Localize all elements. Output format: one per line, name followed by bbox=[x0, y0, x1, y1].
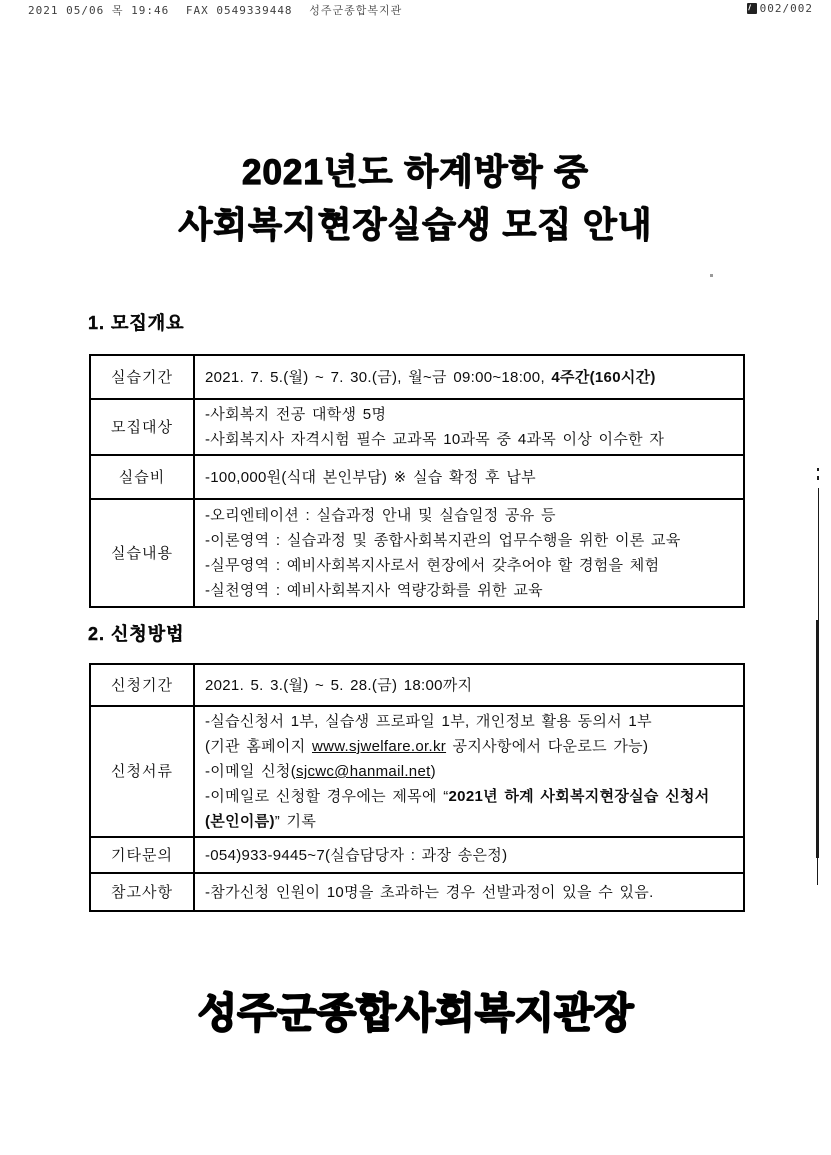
fax-page-counter: 002/002 bbox=[759, 2, 813, 15]
email-text-post: ) bbox=[430, 763, 436, 780]
email-subject-name-bold: (본인이름) bbox=[205, 813, 275, 830]
scan-artifact-speck bbox=[710, 274, 713, 277]
email-text: -이메일 신청( bbox=[205, 763, 297, 780]
row-value: -참가신청 인원이 10명을 초과하는 경우 선발과정이 있을 수 있음. bbox=[194, 873, 744, 911]
table-row bbox=[90, 455, 744, 499]
documents-line3 bbox=[205, 759, 733, 784]
scan-artifact-line bbox=[816, 620, 819, 858]
fax-sender-name: 성주군종합복지관 bbox=[309, 4, 403, 17]
row-label: 모집대상 bbox=[90, 399, 194, 455]
row-value: 2021. 5. 3.(월) ~ 5. 28.(금) 18:00까지 bbox=[194, 664, 744, 706]
homepage-text-post: 공지사항에서 다운로드 가능) bbox=[446, 738, 649, 755]
scan-artifact-line bbox=[818, 488, 819, 620]
fax-number: FAX 0549339448 bbox=[185, 4, 293, 17]
row-label: 신청서류 bbox=[90, 706, 194, 837]
section2-heading: 2. 신청방법 bbox=[88, 624, 185, 644]
email-address: sjcwc@hanmail.net bbox=[296, 763, 431, 780]
overview-table bbox=[89, 354, 745, 608]
scan-artifact-line bbox=[817, 858, 818, 885]
table-row bbox=[90, 664, 744, 706]
homepage-text: (기관 홈페이지 bbox=[205, 738, 312, 755]
fax-page-icon bbox=[747, 3, 757, 14]
scan-artifact-dot bbox=[817, 468, 819, 471]
documents-line4 bbox=[205, 784, 733, 809]
period-text: 2021. 7. 5.(월) ~ 7. 30.(금), 월~금 09:00~18:00, bbox=[205, 368, 552, 386]
table-row bbox=[90, 399, 744, 455]
fax-header-right bbox=[747, 2, 813, 15]
document-title-line1: 2021년도 하계방학 중 bbox=[242, 153, 589, 192]
email-subject-tail: ” 기록 bbox=[274, 813, 317, 830]
content-line4: -실천영역 : 예비사회복지사 역량강화를 위한 교육 bbox=[205, 582, 543, 599]
scan-artifact-dot bbox=[817, 476, 819, 480]
row-value: -054)933-9445~7(실습담당자 : 과장 송은정) bbox=[194, 837, 744, 873]
target-line1: -사회복지 전공 대학생 5명 bbox=[205, 406, 387, 423]
fax-header-left bbox=[28, 2, 412, 18]
row-label: 실습비 bbox=[90, 455, 194, 499]
content-line2: -이론영역 : 실습과정 및 종합사회복지관의 업무수행을 위한 이론 교육 bbox=[205, 532, 681, 549]
period-bold-text: 4주간(160시간) bbox=[551, 368, 656, 386]
row-value bbox=[194, 355, 744, 399]
documents-line5 bbox=[205, 809, 733, 834]
row-label: 신청기간 bbox=[90, 664, 194, 706]
homepage-url: www.sjwelfare.or.kr bbox=[311, 738, 447, 755]
target-line2: -사회복지사 자격시험 필수 교과목 10과목 중 4과목 이상 이수한 자 bbox=[205, 431, 665, 448]
row-value bbox=[194, 399, 744, 455]
row-value: -100,000원(식대 본인부담) ※ 실습 확정 후 납부 bbox=[194, 455, 744, 499]
content-line1: -오리엔테이션 : 실습과정 안내 및 실습일정 공유 등 bbox=[205, 507, 556, 524]
row-label: 참고사항 bbox=[90, 873, 194, 911]
table-row bbox=[90, 873, 744, 911]
document-title-line2: 사회복지현장실습생 모집 안내 bbox=[178, 206, 653, 245]
signature-title: 성주군종합사회복지관장 bbox=[197, 990, 634, 1036]
row-label: 실습내용 bbox=[90, 499, 194, 607]
fax-timestamp: 2021 05/06 목 19:46 bbox=[28, 4, 170, 17]
row-label: 실습기간 bbox=[90, 355, 194, 399]
documents-line2 bbox=[205, 734, 733, 759]
email-subject-text: -이메일로 신청할 경우에는 제목에 “ bbox=[205, 788, 449, 805]
table-row bbox=[90, 837, 744, 873]
email-subject-bold: 2021년 하계 사회복지현장실습 신청서 bbox=[448, 788, 710, 805]
section1-heading: 1. 모집개요 bbox=[88, 313, 185, 333]
table-row bbox=[90, 355, 744, 399]
application-table bbox=[89, 663, 745, 912]
document-title bbox=[0, 146, 831, 252]
table-row bbox=[90, 499, 744, 607]
content-line3: -실무영역 : 예비사회복지사로서 현장에서 갖추어야 할 경험을 체험 bbox=[205, 557, 660, 574]
row-label: 기타문의 bbox=[90, 837, 194, 873]
row-value bbox=[194, 499, 744, 607]
table-row bbox=[90, 706, 744, 837]
fax-transmission-header bbox=[28, 2, 813, 18]
documents-line1: -실습신청서 1부, 실습생 프로파일 1부, 개인정보 활용 동의서 1부 bbox=[205, 713, 652, 730]
row-value bbox=[194, 706, 744, 837]
